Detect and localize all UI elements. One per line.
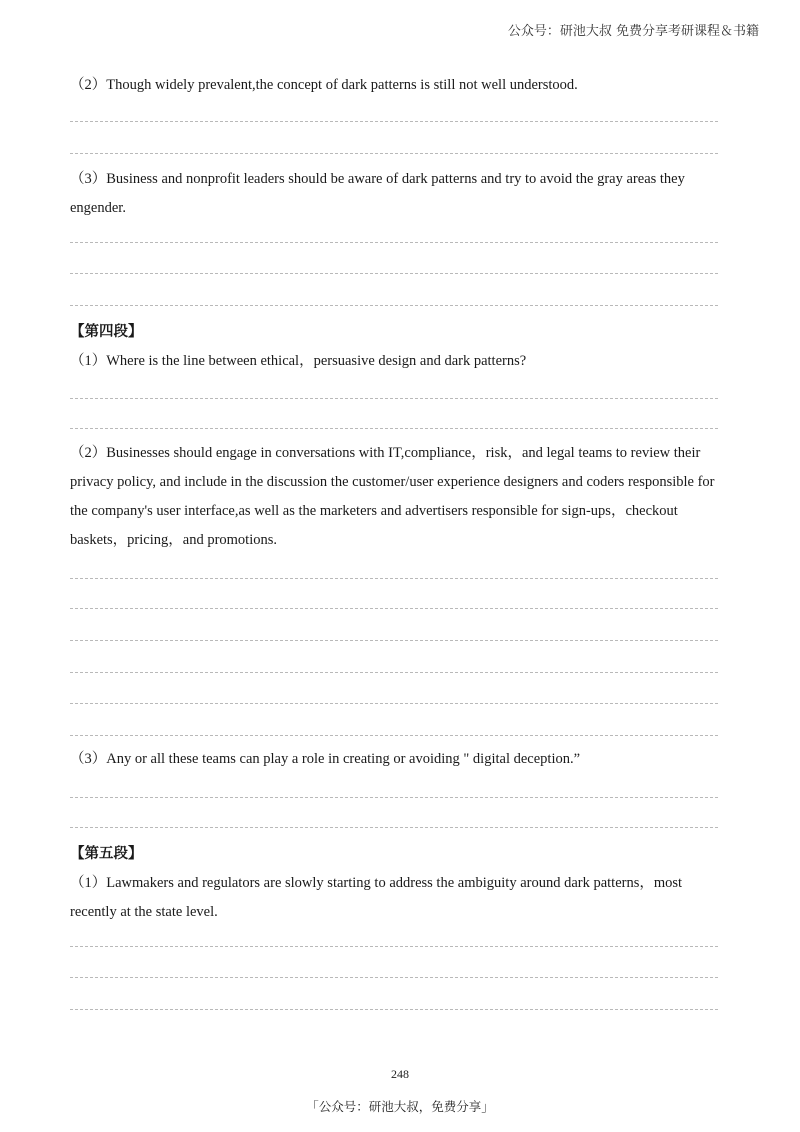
answer-line	[70, 608, 718, 609]
answer-line	[70, 827, 718, 828]
answer-line	[70, 121, 718, 122]
answer-line	[70, 428, 718, 429]
paragraph-item: （2）Though widely prevalent,the concept of dark patterns is still not well understood.	[70, 77, 578, 93]
answer-line	[70, 305, 718, 306]
section-heading: 【第四段】	[70, 324, 143, 340]
page-footer: 「公众号：研池大叔，免费分享」	[306, 1099, 494, 1114]
paragraph-item: （1）Where is the line between ethical，persuasive design and dark patterns?	[70, 353, 527, 369]
answer-line	[70, 273, 718, 274]
section-heading: 【第五段】	[70, 846, 143, 862]
page-header: 公众号：研池大叔 免费分享考研课程＆书籍	[507, 24, 759, 39]
answer-line	[70, 398, 718, 399]
answer-line	[70, 672, 718, 673]
answer-line	[70, 735, 718, 736]
paragraph-item: （3）Business and nonprofit leaders should be aware of dark patterns and try to avoid the gray areas they engender.	[70, 171, 685, 216]
answer-line	[70, 578, 718, 579]
page-number: 248	[391, 1067, 409, 1081]
answer-line	[70, 153, 718, 154]
answer-line	[70, 946, 718, 947]
answer-line	[70, 242, 718, 243]
paragraph-item: （1）Lawmakers and regulators are slowly starting to address the ambiguity around dark patterns，most recently at the state level.	[70, 875, 683, 920]
paragraph-item: （2）Businesses should engage in conversations with IT,compliance，risk，and legal teams to review their privacy policy, and include in the discussion the customer/user experience designers and coders responsible for the company's user interface,as well as the marketers and advertisers responsible for sign-ups，checkout baskets，pricing，and promotions.	[70, 445, 715, 548]
answer-line	[70, 640, 718, 641]
answer-line	[70, 703, 718, 704]
answer-line	[70, 977, 718, 978]
answer-line	[70, 797, 718, 798]
answer-line	[70, 1009, 718, 1010]
paragraph-item: （3）Any or all these teams can play a role in creating or avoiding " digital deception.”	[70, 751, 581, 767]
